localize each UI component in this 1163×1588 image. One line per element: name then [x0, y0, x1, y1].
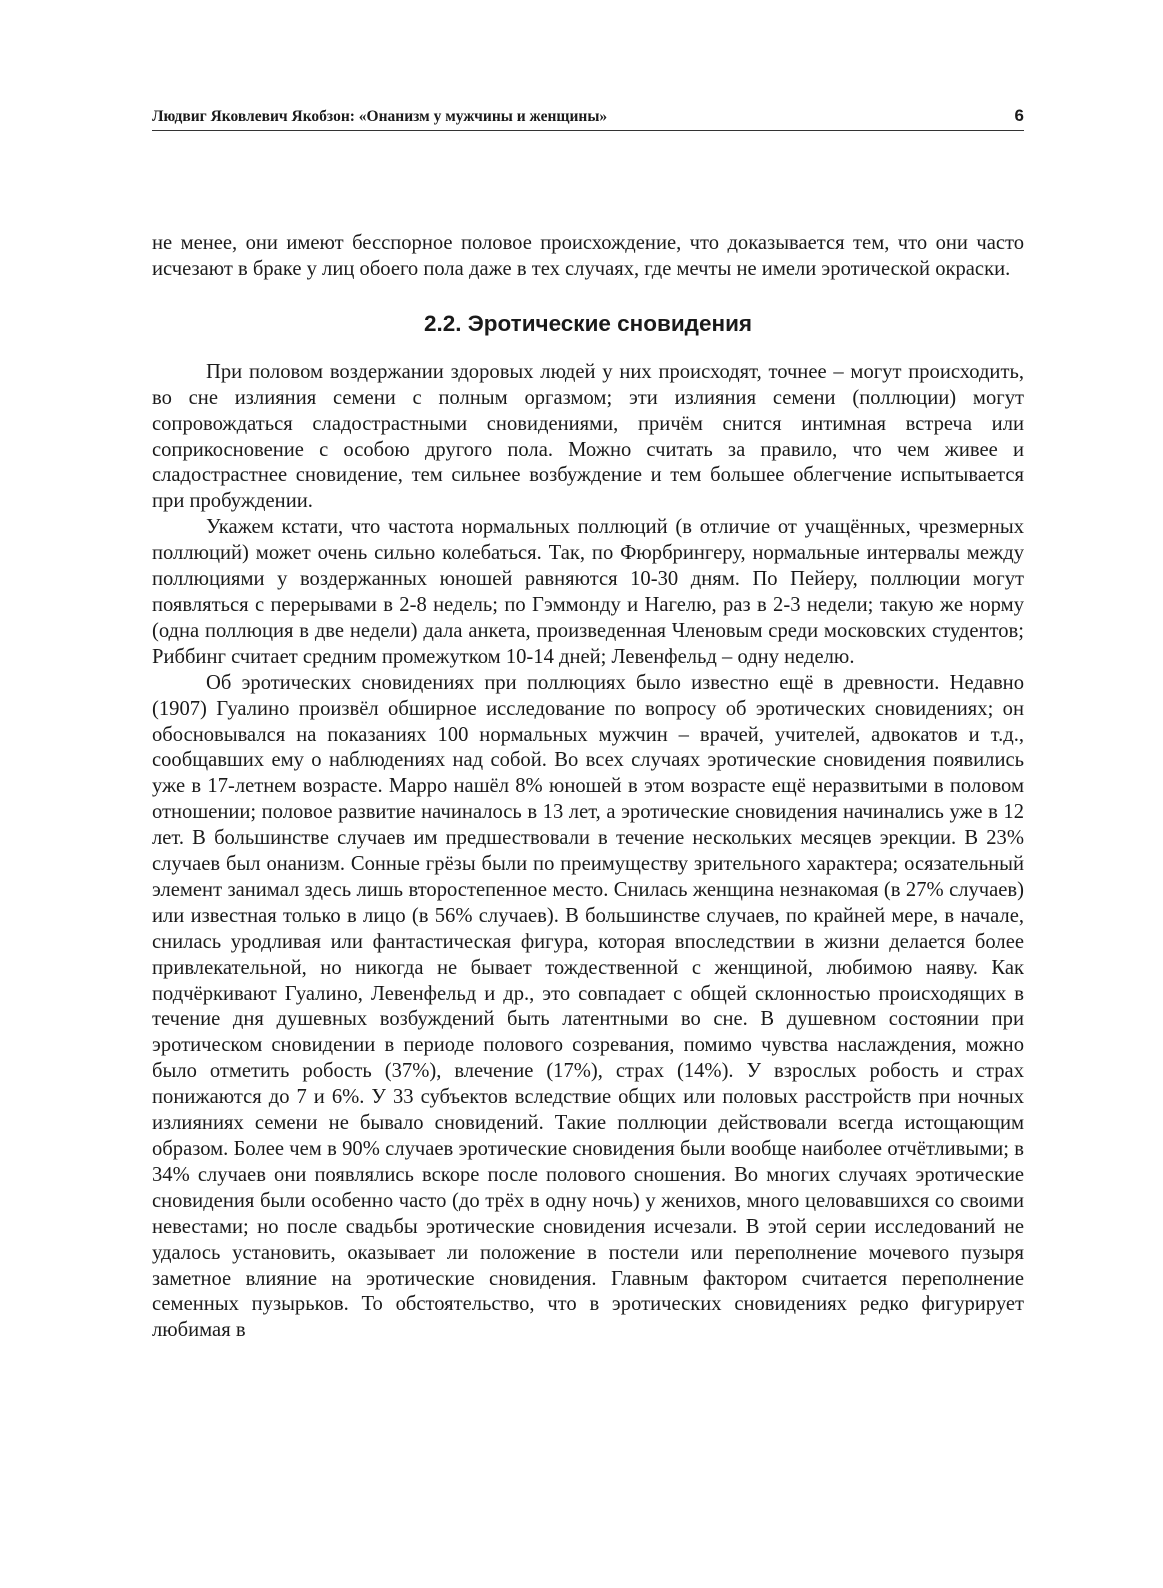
running-header — [152, 104, 1024, 131]
body-text — [152, 231, 1024, 1344]
section-heading: 2.2. Эротические сновидения — [423, 310, 753, 336]
page-number: 6 — [1014, 106, 1024, 125]
paragraph: Об эротических сновидениях при поллюциях было известно ещё в древности. Недавно (1907) Гуалино произвёл обширное исследование по вопросу об эротических сновидениях; он обосновывался на показаниях 100 нормальных мужчин – врачей, учителей, адвокатов и т.д., сообщавших ему о наблюдениях над собой. Во всех случаях эротические сновидения появились уже в 17-летнем возрасте. Марро нашёл 8% юношей в этом возрасте ещё неразвитыми в половом отношении; половое развитие начиналось в 13 лет, а эротические сновидения начинались уже в 12 лет. В большинстве случаев им предшествовали в течение нескольких месяцев эрекции. В 23% случаев был онанизм. Сонные грёзы были по преимуществу зрительного характера; осязательный элемент занимал здесь лишь второстепенное место. Снилась женщина незнакомая (в 27% случаев) или известная только в лицо (в 56% случаев). В большинстве случаев, по крайней мере, в начале, снилась уродливая или фантастическая фигура, которая впоследствии в жизни делается более привлекательной, но никогда не бывает тождественной с женщиной, любимою наяву. Как подчёркивают Гуалино, Левенфельд и др., это совпадает с общей склонностью происходящих в течение дня душевных возбуждений быть латентными во сне. В душевном состоянии при эротическом сновидении в периоде полового созревания, помимо чувства наслаждения, можно было отметить робость (37%), влечение (17%), страх (14%). У взрослых робость и страх понижаются до 7 и 6%. У 33 субъектов вследствие общих или половых расстройств при ночных излияниях семени не бывало сновидений. Такие поллюции действовали всегда истощающим образом. Более чем в 90% случаев эротические сновидения были вообще наиболее отчётливыми; в 34% случаев они появлялись вскоре после полового сношения. Во многих случаях эротические сновидения были особенно часто (до трёх в одну ночь) у женихов, много целовавшихся со своими невестами; но после свадьбы эротические сновидения исчезали. В этой серии исследований не удалось установить, оказывает ли положение в постели или переполнение мочевого пузыря заметное влияние на эротические сновидения. Главным фактором считается переполнение семенных пузырьков. То обстоятельство, что в эротических сновидениях редко фигурирует любимая в — [152, 671, 1024, 1342]
paragraph: При половом воздержании здоровых людей у них происходят, точнее – могут происходить, во сне излияния семени с полным оргазмом; эти излияния семени (поллюции) могут сопровождаться сладострастными сновидениями, причём снится интимная встреча или соприкосновение с особою другого пола. Можно считать за правило, что чем живее и сладострастнее сновидение, тем сильнее возбуждение и тем большее облегчение испытывается при пробуждении. — [152, 360, 1024, 513]
header-title: Людвиг Яковлевич Якобзон: «Онанизм у мужчины и женщины» — [152, 108, 608, 125]
paragraph: Укажем кстати, что частота нормальных поллюций (в отличие от учащённых, чрезмерных поллюций) может очень сильно колебаться. Так, по Фюрбрингеру, нормальные интервалы между поллюциями у воздержанных юношей равняются 10-30 дням. По Пейеру, поллюции могут появляться с перерывами в 2-8 недель; по Гэммонду и Нагелю, раз в 2-3 недели; такую же норму (одна поллюция в две недели) дала анкета, произведенная Членовым среди московских студентов; Риббинг считает средним промежутком 10-14 дней; Левенфельд – одну неделю. — [152, 516, 1024, 668]
paragraph-continuation: не менее, они имеют бесспорное половое происхождение, что доказывается тем, что они часто исчезают в браке у лиц обоего пола даже в тех случаях, где мечты не имели эротической окраски. — [152, 232, 1024, 280]
